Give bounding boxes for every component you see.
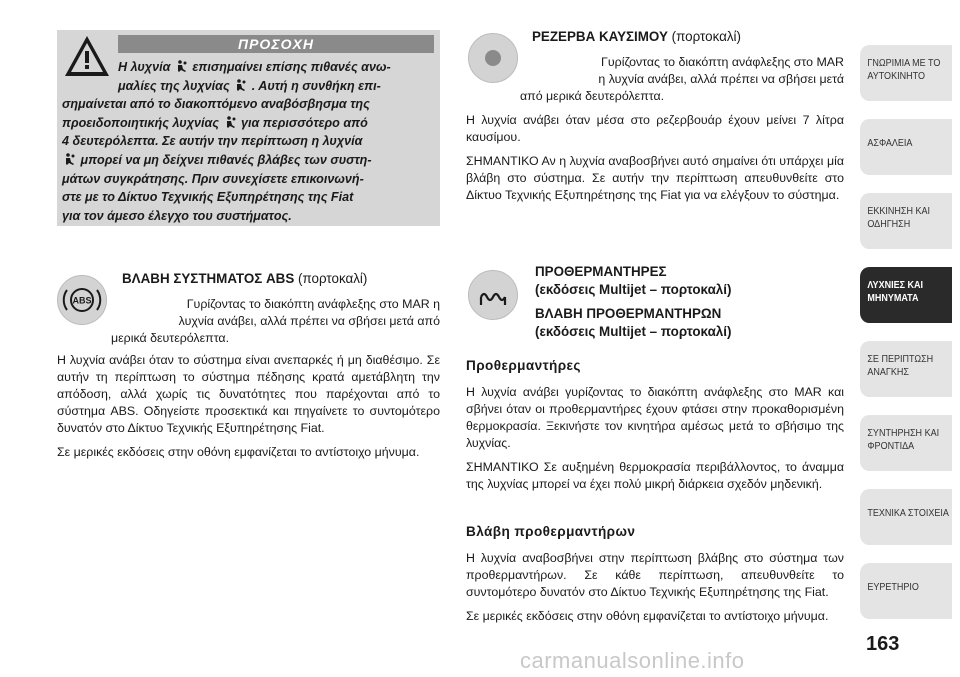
glow-subheading: Προθερμαντήρες [466,358,581,373]
warning-line: μπορεί να μη δείχνει πιθανές βλάβες των συστη- [80,152,372,167]
tab-label: ΕΥΡΕΤΗΡΙΟ [867,582,919,593]
glow-subtitle: (εκδόσεις Multijet – πορτοκαλί) [535,282,732,297]
warning-line: για τον άμεσο έλεγχο του συστήματος. [62,208,292,223]
tab-label: ΑΥΤΟΚΙΝΗΤΟ [867,71,925,82]
warning-line: σημαίνεται από το διακοπτόμενο αναβόσβησμα της [62,97,370,112]
warning-line: για περισσότερο από [241,115,368,130]
warning-line: Η λυχνία [118,60,171,74]
glow-fault-paragraph: Η λυχνία αναβοσβήνει στην περίπτωση βλάβης στο σύστημα των προθερμαντήρων. Σε κάθε περίπτωση, απευθυνθείτε το συντομότερο δυνατόν στο Δίκτυο Τεχνικής Εξυπηρέτησης της Fiat. [466,551,844,599]
airbag-person-icon [176,60,187,72]
fuel-paragraph: ΣΗΜΑΝΤΙΚΟ Αν η λυχνία αναβοσβήνει αυτό σημαίνει ότι υπάρχει μία βλάβη στο σύστημα. Σε αυτήν την περίπτωση απευθυνθείτε στο Δίκτυο Τεχνικής Εξυπηρέτησης της Fiat για να ελέγξουν το σύστημα. [466,154,844,202]
abs-title: ΒΛΑΒΗ ΣΥΣΤΗΜΑΤΟΣ ABS [122,271,295,286]
abs-color: (πορτοκαλί) [298,271,368,286]
warning-line: επισημαίνει επίσης πιθανές ανω- [192,60,391,74]
warning-line: . Αυτή η συνθήκη επι- [251,78,381,93]
tab-label: ΓΝΩΡΙΜΙΑ ΜΕ ΤΟ [867,58,941,69]
tab-technical-data[interactable] [860,489,952,545]
fuel-section-title [532,28,842,46]
glow-fault-paragraph: Σε μερικές εκδόσεις στην οθόνη εμφανίζεται το αντίστοιχο μήνυμα. [466,609,829,623]
tab-label: ΟΔΗΓΗΣΗ [867,219,911,230]
abs-section-title [122,270,440,288]
glow-section-title [535,263,845,341]
warning-line: στε με το Δίκτυο Τεχνικής Εξυπηρέτησης της Fiat [62,190,354,205]
glow-title: ΠΡΟΘΕΡΜΑΝΤΗΡΕΣ [535,264,667,279]
glow-body [466,384,844,500]
tab-maintenance[interactable] [860,415,952,471]
glow-fault-title: ΒΛΑΒΗ ΠΡΟΘΕΡΜΑΝΤΗΡΩΝ [535,306,722,321]
tab-label: ΣΥΝΤΗΡΗΣΗ ΚΑΙ [867,428,940,439]
fuel-intro-line: Γυρίζοντας το διακόπτη ανάφλεξης στο MAR [601,55,844,69]
watermark: carmanualsonline.info [520,648,745,673]
warning-line: 4 δευτερόλεπτα. Σε αυτήν την περίπτωση η λυχνία [62,134,363,149]
glow-paragraph: Η λυχνία ανάβει γυρίζοντας το διακόπτη ανάφλεξης στο MAR και σβήνει όταν οι προθερμαντήρες έχουν φτάσει στην προκαθορισμένη θερμοκρασία. Ξεκινήστε τον κινητήρα αμέσως μετά το σβήσιμο της λυχνίας. [466,385,844,450]
abs-body [57,352,440,468]
glow-fault-subtitle: (εκδόσεις Multijet – πορτοκαλί) [535,324,732,339]
warning-title: ΠΡΟΣΟΧΗ [118,35,434,53]
tab-label: ΑΝΑΓΚΗΣ [867,367,909,378]
glow-fault-body [466,550,844,632]
tab-emergency[interactable] [860,341,952,397]
tab-label: ΣΕ ΠΕΡΙΠΤΩΣΗ [867,354,934,365]
fuel-body [466,112,844,211]
tab-label: ΑΣΦΑΛΕΙΑ [867,138,913,149]
airbag-person-icon [64,153,75,165]
warning-line: μάτων συγκράτησης. Πριν συνεχίσετε επικοινωνή- [62,171,364,186]
abs-icon-label: ABS [72,295,92,306]
warning-line: προειδοποιητικής λυχνίας [62,115,219,130]
airbag-person-icon [225,116,236,128]
tab-starting-driving[interactable] [860,193,952,249]
glow-paragraph: ΣΗΜΑΝΤΙΚΟ Σε αυξημένη θερμοκρασία περιβάλλοντος, το άναμμα της λυχνίας μπορεί να έχει πολύ μικρή διάρκεια σχεδόν μηδενική. [466,460,844,491]
warning-text [62,58,434,225]
fuel-intro-line: από μερικά δευτερόλεπτα. [520,89,665,103]
glow-fault-subheading: Βλάβη προθερμαντήρων [466,524,636,539]
fuel-paragraph: Η λυχνία ανάβει όταν μέσα στο ρεζερβουάρ έχουν μείνει 7 λίτρα καυσίμου. [466,113,844,144]
tab-index[interactable] [860,563,952,619]
tab-label: ΦΡΟΝΤΙΔΑ [867,441,915,452]
abs-paragraph: Σε μερικές εκδόσεις στην οθόνη εμφανίζεται το αντίστοιχο μήνυμα. [57,445,420,459]
fuel-color: (πορτοκαλί) [671,29,741,44]
page-number: 163 [866,633,900,655]
tab-safety[interactable] [860,119,952,175]
fuel-intro-line: η λυχνία ανάβει, αλλά πρέπει να σβήσει μετά [598,72,844,86]
tab-label: ΕΚΚΙΝΗΣΗ ΚΑΙ [867,206,931,217]
abs-intro [57,296,440,347]
fuel-title: ΡΕΖΕΡΒΑ ΚΑΥΣΙΜΟΥ [532,29,668,44]
tab-label: ΛΥΧΝΙΕΣ ΚΑΙ [867,280,924,291]
tab-label: ΜΗΝΥΜΑΤΑ [867,293,919,304]
abs-intro-line: λυχνία ανάβει, αλλά πρέπει να σβήσει μετά από [178,314,440,328]
abs-paragraph: Η λυχνία ανάβει όταν το σύστημα είναι ανεπαρκές ή μη διαθέσιμο. Σε αυτήν τη περίπτωση το σύστημα πέδησης κρατά αμετάβλητη την απόδοση, αλλά χωρίς τις δυνατότητες που παρέχονται από το σύστημα ABS. Οδηγείστε προσεκτικά και πηγαίνετε το συντομότερο δυνατόν στο Δίκτυο Τεχνικής Εξυπηρέτησης Fiat. [57,353,440,435]
tab-getting-to-know[interactable] [860,45,952,101]
abs-intro-line: μερικά δευτερόλεπτα. [111,331,230,345]
fuel-intro [466,54,844,105]
glow-plug-icon [468,270,518,320]
warning-line: μαλίες της λυχνίας [118,78,230,93]
airbag-person-icon [235,79,246,91]
tab-lights-messages[interactable] [860,267,952,323]
tab-label: ΤΕΧΝΙΚΑ ΣΤΟΙΧΕΙΑ [867,508,949,519]
abs-intro-line: Γυρίζοντας το διακόπτη ανάφλεξης στο MAR η [186,297,440,311]
